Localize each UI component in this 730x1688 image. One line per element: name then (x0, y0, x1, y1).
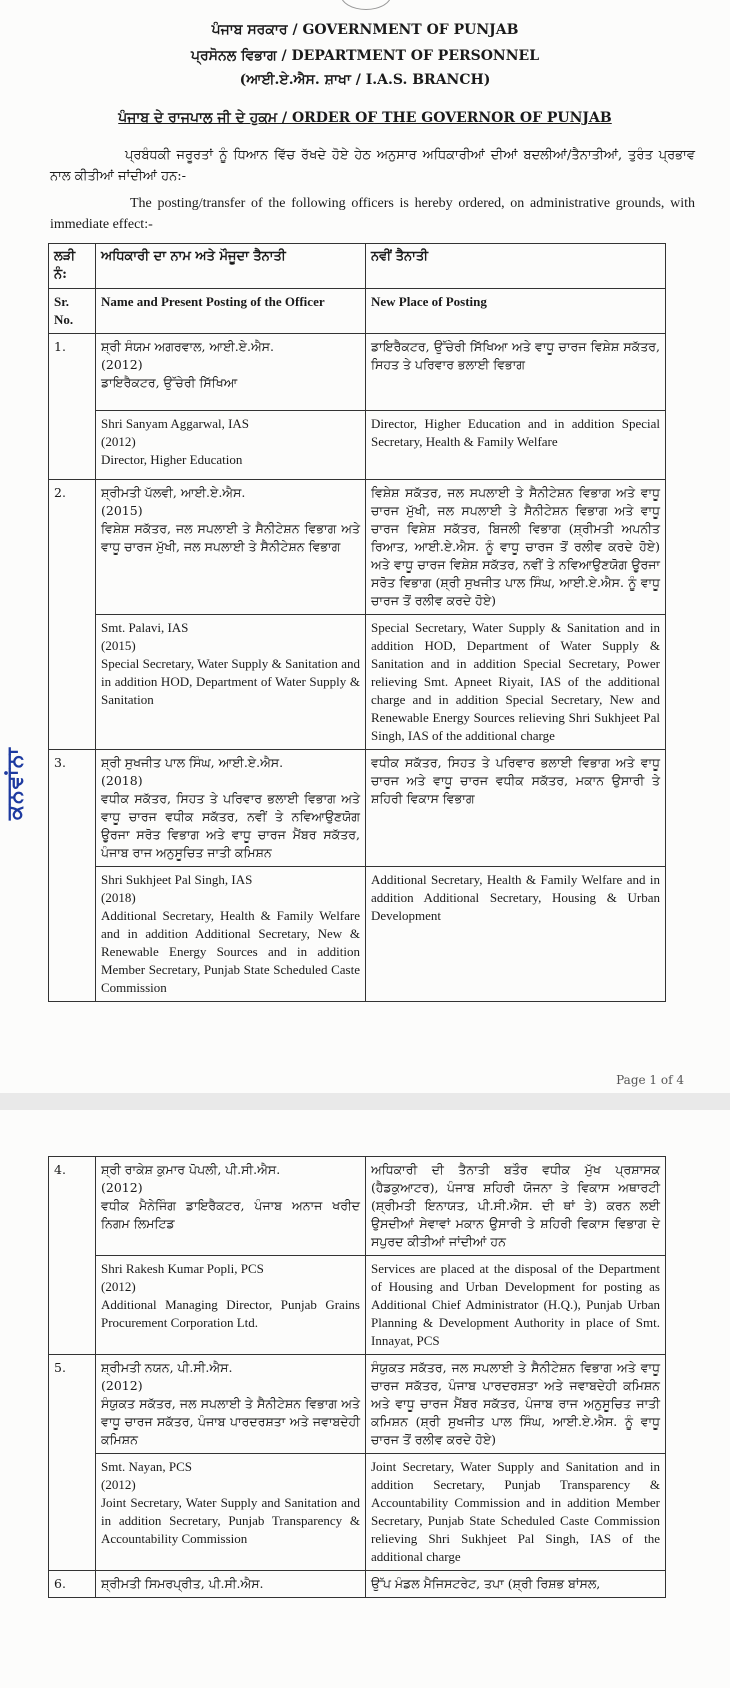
officer-present-posting: Additional Secretary, Health & Family Welfare and in addition Additional Secretary, New & Renewable Energy Sources and in addition Member Secretary, Punjab State Scheduled Caste Commission (101, 908, 360, 995)
header-government: ਪੰਜਾਬ ਸਰਕਾਰ / GOVERNMENT OF PUNJAB (211, 22, 519, 38)
row-sr: 3. (49, 750, 96, 1002)
officer-present-posting: Joint Secretary, Water Supply and Sanitation and in addition Secretary, Punjab Transparency & Accountability Commission (101, 1495, 360, 1546)
posting-punjabi: ਵਧੀਕ ਸਕੱਤਰ, ਸਿਹਤ ਤੇ ਪਰਿਵਾਰ ਭਲਾਈ ਵਿਭਾਗ ਅਤੇ ਵਾਧੂ ਚਾਰਜ ਅਤੇ ਵਾਧੂ ਚਾਰਜ ਵਧੀਕ ਸਕੱਤਰ, ਮਕਾਨ ਉਸਾਰੀ ਤੇ ਸ਼ਹਿਰੀ ਵਿਕਾਸ ਵਿਭਾਗ (366, 750, 666, 867)
officer-batch: (2018) (101, 890, 136, 905)
page-number: Page 1 of 4 (616, 1073, 684, 1087)
posting-punjabi: ਉੱਪ ਮੰਡਲ ਮੈਜਿਸਟਰੇਟ, ਤਪਾ (ਸ਼੍ਰੀ ਰਿਸ਼ਭ ਬਾਂਸਲ, (366, 1571, 666, 1598)
officer-name: Shri Sukhjeet Pal Singh, IAS (101, 872, 253, 887)
table-row (49, 1157, 666, 1256)
officer-present-posting: Additional Managing Director, Punjab Grains Procurement Corporation Ltd. (101, 1297, 360, 1330)
officer-present-posting: ਡਾਇਰੈਕਟਰ, ਉੱਚੇਰੀ ਸਿੱਖਿਆ (101, 375, 238, 390)
officer-name: Shri Sanyam Aggarwal, IAS (101, 416, 250, 431)
posting-english: Joint Secretary, Water Supply and Sanitation and in addition Secretary, Punjab Transparency & Accountability Commission and in addition Member Secretary, Punjab State Scheduled Caste Commission relieving Shri Sukhjeet Pal Singh, IAS of the additional charge (366, 1454, 666, 1571)
officer-punjabi (96, 1157, 366, 1256)
table-row (49, 1256, 666, 1355)
row-sr: 1. (49, 334, 96, 480)
col-posting-en: New Place of Posting (366, 289, 666, 334)
header-department: ਪ੍ਰਸੋਨਲ ਵਿਭਾਗ / DEPARTMENT OF PERSONNEL (190, 48, 540, 64)
officer-punjabi (96, 750, 366, 867)
table-row (49, 480, 666, 615)
officer-present-posting: ਸੰਯੁਕਤ ਸਕੱਤਰ, ਜਲ ਸਪਲਾਈ ਤੇ ਸੈਨੀਟੇਸ਼ਨ ਵਿਭਾਗ ਅਤੇ ਵਾਧੂ ਚਾਰਜ ਸਕੱਤਰ, ਪੰਜਾਬ ਪਾਰਦਰਸ਼ਤਾ ਅਤੇ ਜਵਾਬਦੇਹੀ ਕਮਿਸ਼ਨ (101, 1396, 360, 1447)
officer-name: ਸ਼੍ਰੀ ਸੰਯਮ ਅਗਰਵਾਲ, ਆਈ.ਏ.ਐਸ. (101, 339, 274, 354)
officer-present-posting: Director, Higher Education (101, 452, 243, 467)
table-row (49, 411, 666, 480)
officer-batch: (2012) (101, 1279, 136, 1294)
table-row (49, 615, 666, 750)
officer-name: ਸ਼੍ਰੀਮਤੀ ਸਿਮਰਪ੍ਰੀਤ, ਪੀ.ਸੀ.ਐਸ. (101, 1576, 264, 1591)
officer-english (96, 411, 366, 480)
table-row (49, 1454, 666, 1571)
officer-english (96, 867, 366, 1002)
officer-present-posting: Special Secretary, Water Supply & Sanitation and in addition HOD, Department of Water Supply & Sanitation (101, 656, 360, 707)
officer-present-posting: ਵਧੀਕ ਮੈਨੇਜਿੰਗ ਡਾਇਰੈਕਟਰ, ਪੰਜਾਬ ਅਨਾਜ ਖਰੀਦ ਨਿਗਮ ਲਿਮਟਿਡ (101, 1198, 360, 1231)
table-row (49, 750, 666, 867)
officer-punjabi (96, 1355, 366, 1454)
officer-batch: (2015) (101, 638, 136, 653)
officer-batch: (2015) (101, 503, 143, 518)
table-header-punjabi (49, 244, 666, 289)
officer-name: Shri Rakesh Kumar Popli, PCS (101, 1261, 264, 1276)
postings-table-continued (48, 1156, 666, 1598)
officer-punjabi (96, 480, 366, 615)
col-officer-pa: ਅਧਿਕਾਰੀ ਦਾ ਨਾਮ ਅਤੇ ਮੌਜੂਦਾ ਤੈਨਾਤੀ (96, 244, 366, 289)
row-sr: 4. (49, 1157, 96, 1355)
row-sr: 5. (49, 1355, 96, 1571)
officer-batch: (2012) (101, 1477, 136, 1492)
posting-english: Special Secretary, Water Supply & Sanitation and in addition HOD, Department of Water Supply & Sanitation and in addition Special Secretary, Power relieving Smt. Apneet Riyait, IAS of the additional charge and in addition Special Secretary, New and Renewable Energy Sources relieving Shri Sukhjeet Pal Singh, IAS of the additional charge (366, 615, 666, 750)
posting-english: Additional Secretary, Health & Family Welfare and in addition Additional Secretary, Housing & Urban Development (366, 867, 666, 1002)
officer-name: Smt. Nayan, PCS (101, 1459, 193, 1474)
officer-english (96, 1256, 366, 1355)
intro-english: The posting/transfer of the following officers is hereby ordered, on administrative grounds, with immediate effect:- (50, 196, 695, 232)
intro-punjabi: ਪ੍ਰਬੰਧਕੀ ਜਰੂਰਤਾਂ ਨੂੰ ਧਿਆਨ ਵਿੱਚ ਰੱਖਦੇ ਹੋਏ ਹੇਠ ਅਨੁਸਾਰ ਅਧਿਕਾਰੀਆਂ ਦੀਆਂ ਬਦਲੀਆਂ/ਤੈਨਾਤੀਆਂ, ਤੁਰੰਤ ਪ੍ਰਭਾਵ ਨਾਲ ਕੀਤੀਆਂ ਜਾਂਦੀਆਂ ਹਨ:- (50, 148, 695, 184)
officer-name: ਸ਼੍ਰੀ ਰਾਕੇਸ਼ ਕੁਮਾਰ ਪੋਪਲੀ, ਪੀ.ਸੀ.ਐਸ. (101, 1162, 281, 1177)
posting-english: Services are placed at the disposal of the Department of Housing and Urban Development for posting as Additional Chief Administrator (H.Q.), Punjab Urban Planning & Development Authority in place of Smt. Innayat, PCS (366, 1256, 666, 1355)
officer-batch: (2018) (101, 773, 143, 788)
row-sr: 6. (49, 1571, 96, 1598)
posting-punjabi: ਸੰਯੁਕਤ ਸਕੱਤਰ, ਜਲ ਸਪਲਾਈ ਤੇ ਸੈਨੀਟੇਸ਼ਨ ਵਿਭਾਗ ਅਤੇ ਵਾਧੂ ਚਾਰਜ ਸਕੱਤਰ, ਪੰਜਾਬ ਪਾਰਦਰਸ਼ਤਾ ਅਤੇ ਜਵਾਬਦੇਹੀ ਕਮਿਸ਼ਨ ਅਤੇ ਵਾਧੂ ਚਾਰਜ ਮੈਂਬਰ ਸਕੱਤਰ, ਪੰਜਾਬ ਰਾਜ ਅਨੁਸੂਚਿਤ ਜਾਤੀ ਕਮਿਸ਼ਨ (ਸ਼੍ਰੀ ਸੁਖਜੀਤ ਪਾਲ ਸਿੰਘ, ਆਈ.ਏ.ਐਸ. ਨੂੰ ਵਾਧੂ ਚਾਰਜ ਤੋਂ ਰਲੀਵ ਕਰਦੇ ਹੋਏ) (366, 1355, 666, 1454)
table-header-english (49, 289, 666, 334)
col-sr-en: Sr. No. (49, 289, 96, 334)
officer-name: ਸ਼੍ਰੀ ਸੁਖਜੀਤ ਪਾਲ ਸਿੰਘ, ਆਈ.ਏ.ਐਸ. (101, 755, 284, 770)
row-sr: 2. (49, 480, 96, 750)
officer-present-posting: ਵਧੀਕ ਸਕੱਤਰ, ਸਿਹਤ ਤੇ ਪਰਿਵਾਰ ਭਲਾਈ ਵਿਭਾਗ ਅਤੇ ਵਾਧੂ ਚਾਰਜ ਵਧੀਕ ਸਕੱਤਰ, ਨਵੀਂ ਤੇ ਨਵਿਆਉਣਯੋਗ ਊਰਜਾ ਸਰੋਤ ਵਿਭਾਗ ਅਤੇ ਵਾਧੂ ਚਾਰਜ ਮੈਂਬਰ ਸਕੱਤਰ, ਪੰਜਾਬ ਰਾਜ ਅਨੁਸੂਚਿਤ ਜਾਤੀ ਕਮਿਸ਼ਨ (101, 791, 360, 860)
posting-english: Director, Higher Education and in addition Special Secretary, Health & Family Welfare (366, 411, 666, 480)
table-row (49, 1355, 666, 1454)
officer-english (96, 615, 366, 750)
header-branch: (ਆਈ.ਏ.ਐਸ. ਸ਼ਾਖਾ / I.A.S. BRANCH) (239, 72, 491, 88)
officer-punjabi (96, 334, 366, 411)
officer-name: Smt. Palavi, IAS (101, 620, 189, 635)
posting-punjabi: ਵਿਸ਼ੇਸ਼ ਸਕੱਤਰ, ਜਲ ਸਪਲਾਈ ਤੇ ਸੈਨੀਟੇਸ਼ਨ ਵਿਭਾਗ ਅਤੇ ਵਾਧੂ ਚਾਰਜ ਮੁੱਖੀ, ਜਲ ਸਪਲਾਈ ਤੇ ਸੈਨੀਟੇਸ਼ਨ ਵਿਭਾਗ ਅਤੇ ਵਾਧੂ ਚਾਰਜ ਵਿਸ਼ੇਸ਼ ਸਕੱਤਰ, ਬਿਜਲੀ ਵਿਭਾਗ (ਸ਼੍ਰੀਮਤੀ ਅਪਨੀਤ ਰਿਆਤ, ਆਈ.ਏ.ਐਸ. ਨੂੰ ਵਾਧੂ ਚਾਰਜ ਤੋਂ ਰਲੀਵ ਕਰਦੇ ਹੋਏ) ਅਤੇ ਵਾਧੂ ਚਾਰਜ ਵਿਸ਼ੇਸ਼ ਸਕੱਤਰ, ਨਵੀਂ ਤੇ ਨਵਿਆਉਣਯੋਗ ਊਰਜਾ ਸਰੋਤ ਵਿਭਾਗ (ਸ਼੍ਰੀ ਸੁਖਜੀਤ ਪਾਲ ਸਿੰਘ, ਆਈ.ਏ.ਐਸ. ਨੂੰ ਵਾਧੂ ਚਾਰਜ ਤੋਂ ਰਲੀਵ ਕਰਦੇ ਹੋਏ) (366, 480, 666, 615)
col-posting-pa: ਨਵੀਂ ਤੈਨਾਤੀ (366, 244, 666, 289)
officer-batch: (2012) (101, 434, 136, 449)
table-row (49, 334, 666, 411)
handwritten-stamp: ਕਨਵਾਂਨਾ (3, 747, 28, 820)
officer-batch: (2012) (101, 1180, 143, 1195)
officer-batch: (2012) (101, 1378, 143, 1393)
table-row (49, 867, 666, 1002)
posting-punjabi: ਡਾਇਰੈਕਟਰ, ਉੱਚੇਰੀ ਸਿੱਖਿਆ ਅਤੇ ਵਾਧੂ ਚਾਰਜ ਵਿਸ਼ੇਸ਼ ਸਕੱਤਰ, ਸਿਹਤ ਤੇ ਪਰਿਵਾਰ ਭਲਾਈ ਵਿਭਾਗ (366, 334, 666, 411)
table-row (49, 1571, 666, 1598)
col-officer-en: Name and Present Posting of the Officer (96, 289, 366, 334)
officer-english (96, 1454, 366, 1571)
government-seal-icon (340, 0, 392, 10)
posting-punjabi: ਅਧਿਕਾਰੀ ਦੀ ਤੈਨਾਤੀ ਬਤੌਰ ਵਧੀਕ ਮੁੱਖ ਪ੍ਰਸ਼ਾਸਕ (ਹੈਡਕੁਆਟਰ), ਪੰਜਾਬ ਸ਼ਹਿਰੀ ਯੋਜਨਾ ਤੇ ਵਿਕਾਸ ਅਥਾਰਟੀ (ਸ਼੍ਰੀਮਤੀ ਇਨਾਯਤ, ਪੀ.ਸੀ.ਐਸ. ਦੀ ਥਾਂ ਤੇ) ਕਰਨ ਲਈ ਉਸਦੀਆਂ ਸੇਵਾਵਾਂ ਮਕਾਨ ਉਸਾਰੀ ਤੇ ਸ਼ਹਿਰੀ ਵਿਕਾਸ ਵਿਭਾਗ ਦੇ ਸਪੁਰਦ ਕੀਤੀਆਂ ਜਾਂਦੀਆਂ ਹਨ (366, 1157, 666, 1256)
officer-present-posting: ਵਿਸ਼ੇਸ਼ ਸਕੱਤਰ, ਜਲ ਸਪਲਾਈ ਤੇ ਸੈਨੀਟੇਸ਼ਨ ਵਿਭਾਗ ਅਤੇ ਵਾਧੂ ਚਾਰਜ ਮੁੱਖੀ, ਜਲ ਸਪਲਾਈ ਤੇ ਸੈਨੀਟੇਸ਼ਨ ਵਿਭਾਗ (101, 521, 360, 554)
officer-punjabi (96, 1571, 366, 1598)
officer-batch: (2012) (101, 357, 143, 372)
document-page-2 (0, 1110, 730, 1688)
postings-table (48, 243, 666, 1002)
order-title: ਪੰਜਾਬ ਦੇ ਰਾਜਪਾਲ ਜੀ ਦੇ ਹੁਕਮ / ORDER OF THE GOVERNOR OF PUNJAB (118, 110, 612, 126)
officer-name: ਸ਼੍ਰੀਮਤੀ ਪੱਲਵੀ, ਆਈ.ਏ.ਐਸ. (101, 485, 246, 500)
col-sr-pa: ਲੜੀ ਨੰ: (49, 244, 96, 289)
officer-name: ਸ਼੍ਰੀਮਤੀ ਨਯਨ, ਪੀ.ਸੀ.ਐਸ. (101, 1360, 233, 1375)
